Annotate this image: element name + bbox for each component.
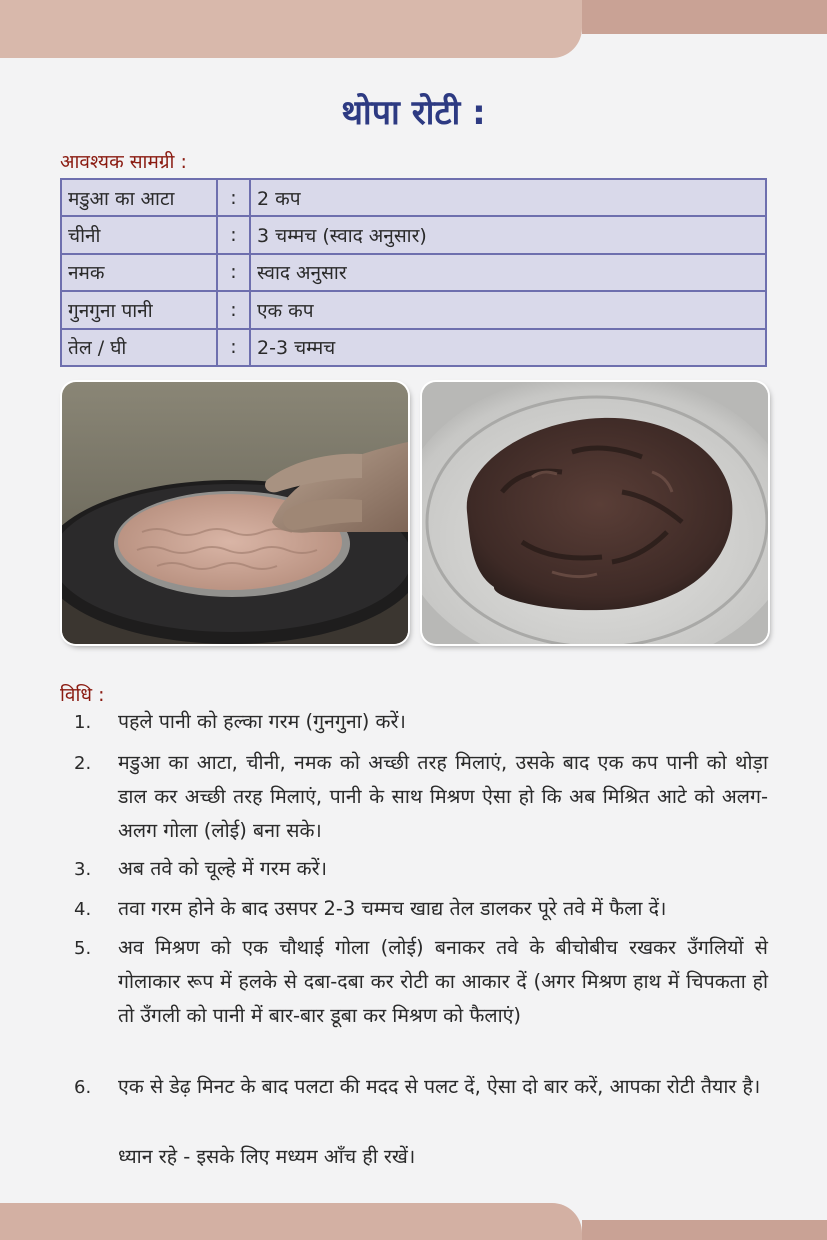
step-number: 6. bbox=[74, 1077, 92, 1098]
step-text: अब तवे को चूल्हे में गरम करें। bbox=[118, 857, 327, 880]
table-row bbox=[61, 254, 766, 291]
ingredient-sep: : bbox=[217, 329, 250, 366]
table-row bbox=[61, 291, 766, 328]
photo-pressing-dough bbox=[62, 382, 408, 644]
top-decor-band-right bbox=[582, 0, 827, 34]
ingredient-qty: 2 कप bbox=[250, 179, 766, 216]
ingredient-name: गुनगुना पानी bbox=[61, 291, 217, 328]
table-row bbox=[61, 329, 766, 366]
photo-cooked-roti bbox=[422, 382, 768, 644]
ingredient-sep: : bbox=[217, 291, 250, 328]
step-text: तवा गरम होने के बाद उसपर 2-3 चम्मच खाद्य तेल डालकर पूरे तवे में फैला दें। bbox=[118, 897, 667, 920]
ingredient-name: मडुआ का आटा bbox=[61, 179, 217, 216]
ingredient-qty: 3 चम्मच (स्वाद अनुसार) bbox=[250, 216, 766, 253]
ingredient-sep: : bbox=[217, 179, 250, 216]
page-title: थोपा रोटी : bbox=[341, 93, 486, 133]
step-text: मडुआ का आटा, चीनी, नमक को अच्छी तरह मिलाएं, उसके बाद एक कप पानी को थोड़ा डाल कर अच्छी तरह मिलाएं, पानी के साथ मिश्रण ऐसा हो कि अब मिश्रित आटे को अलग-अलग गोला (लोई) बना सके। bbox=[118, 751, 768, 842]
step-text: एक से डेढ़ मिनट के बाद पलटा की मदद से पलट दें, ऐसा दो बार करें, आपका रोटी तैयार है। bbox=[118, 1075, 761, 1098]
ingredients-heading: आवश्यक सामग्री : bbox=[60, 151, 187, 173]
ingredient-name: चीनी bbox=[61, 216, 217, 253]
table-row bbox=[61, 216, 766, 253]
step-number: 1. bbox=[74, 712, 92, 733]
step-number: 4. bbox=[74, 899, 92, 920]
step-number: 2. bbox=[74, 753, 92, 774]
step-text: पहले पानी को हल्का गरम (गुनगुना) करें। bbox=[118, 710, 406, 733]
ingredient-qty: स्वाद अनुसार bbox=[250, 254, 766, 291]
ingredient-name: नमक bbox=[61, 254, 217, 291]
step-text: अव मिश्रण को एक चौथाई गोला (लोई) बनाकर तवे के बीचोबीच रखकर उँगलियों से गोलाकार रूप में हलके से दबा-दबा कर रोटी का आकार दें (अगर मिश्रण हाथ में चिपकता हो तो उँगली को पानी में बार-बार डूबा कर मिश्रण को फैलाएं) bbox=[118, 936, 768, 1027]
ingredient-qty: 2-3 चम्मच bbox=[250, 329, 766, 366]
ingredient-sep: : bbox=[217, 216, 250, 253]
bottom-decor-band-right bbox=[582, 1220, 827, 1240]
step-number: 3. bbox=[74, 859, 92, 880]
ingredient-name: तेल / घी bbox=[61, 329, 217, 366]
ingredient-sep: : bbox=[217, 254, 250, 291]
note-text: ध्यान रहे - इसके लिए मध्यम आँच ही रखें। bbox=[118, 1145, 416, 1168]
table-row bbox=[61, 179, 766, 216]
step-number: 5. bbox=[74, 938, 92, 959]
bottom-decor-band bbox=[0, 1203, 582, 1240]
ingredients-table bbox=[60, 178, 767, 367]
top-decor-band bbox=[0, 0, 582, 58]
ingredient-qty: एक कप bbox=[250, 291, 766, 328]
method-heading: विधि : bbox=[60, 684, 105, 706]
